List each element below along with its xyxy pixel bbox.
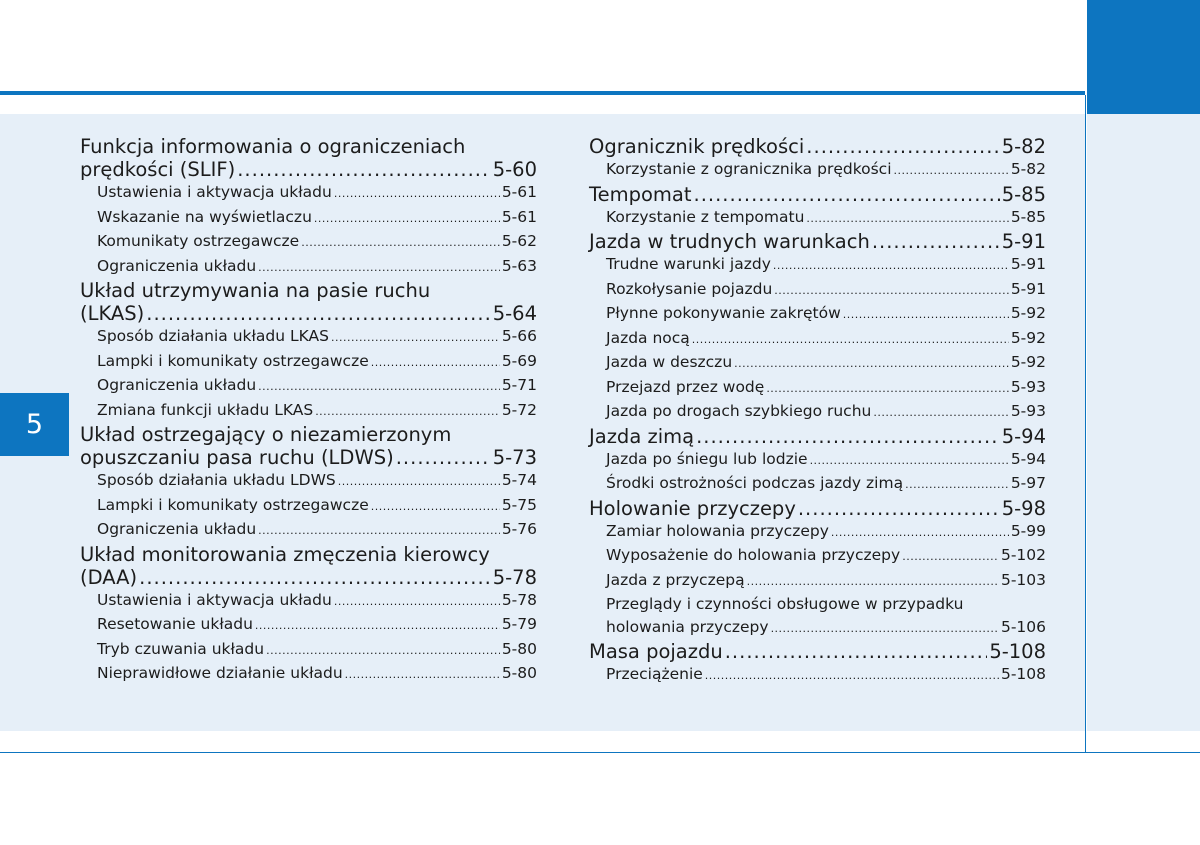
toc-subentry[interactable]: Jazda nocą ..... 5-92: [589, 327, 1046, 352]
toc-heading-ldws-line1[interactable]: Układ ostrzegający o niezamierzonym: [80, 423, 452, 446]
toc-subentry[interactable]: Lampki i komunikaty ostrzegawcze ..... 5-75: [80, 494, 537, 519]
toc-heading[interactable]: Jazda zimą ..... 5-94: [589, 425, 1046, 448]
toc-right-column: [589, 135, 1046, 688]
dot-leader: [766, 378, 1009, 401]
dot-leader: [843, 304, 1009, 327]
dot-leader: [747, 571, 999, 594]
dot-leader: [258, 376, 500, 399]
dot-leader: [301, 232, 500, 255]
toc-subentry[interactable]: Przejazd przez wodę ..... 5-93: [589, 376, 1046, 401]
dot-leader: [338, 471, 500, 494]
dot-leader: [831, 522, 1009, 545]
toc-heading-lkas[interactable]: (LKAS) ..... 5-64: [80, 302, 537, 325]
dot-leader: [146, 302, 490, 325]
dot-leader: [905, 474, 1009, 497]
toc-heading[interactable]: Holowanie przyczepy ..... 5-98: [589, 497, 1046, 520]
toc-heading[interactable]: Ogranicznik prędkości ..... 5-82: [589, 135, 1046, 158]
dot-leader: [734, 353, 1009, 376]
toc-subentry[interactable]: Ograniczenia układu ..... 5-76: [80, 518, 537, 543]
dot-leader: [705, 665, 999, 688]
toc-subentry[interactable]: Zmiana funkcji układu LKAS ..... 5-72: [80, 399, 537, 424]
dot-leader: [258, 257, 500, 280]
toc-subentry[interactable]: Wskazanie na wyświetlaczu ..... 5-61: [80, 206, 537, 231]
toc-subentry[interactable]: Ustawienia i aktywacja układu ..... 5-61: [80, 181, 537, 206]
dot-leader: [872, 230, 1000, 253]
dot-leader: [902, 546, 999, 569]
corner-accent-block: [1087, 0, 1200, 114]
toc-subentry[interactable]: Środki ostrożności podczas jazdy zimą ..... 5-97: [589, 472, 1046, 497]
dot-leader: [873, 402, 1008, 425]
toc-subentry[interactable]: Sposób działania układu LKAS ..... 5-66: [80, 325, 537, 350]
dot-leader: [255, 615, 500, 638]
dot-leader: [774, 280, 1009, 303]
toc-subentry[interactable]: Komunikaty ostrzegawcze ..... 5-62: [80, 230, 537, 255]
toc-subentry[interactable]: Korzystanie z ogranicznika prędkości ..... 5-82: [589, 158, 1046, 183]
chapter-tab[interactable]: [0, 393, 69, 456]
toc-subentry[interactable]: Wyposażenie do holowania przyczepy ..... 5-102: [589, 544, 1046, 569]
toc-heading-slif[interactable]: prędkości (SLIF) ..... 5-60: [80, 158, 537, 181]
toc-subentry[interactable]: Tryb czuwania układu ..... 5-80: [80, 638, 537, 663]
toc-heading-daa[interactable]: (DAA) ..... 5-78: [80, 566, 537, 589]
dot-leader: [894, 160, 1009, 183]
dot-leader: [334, 183, 500, 206]
top-accent-line: [0, 91, 1085, 95]
dot-leader: [696, 425, 1000, 448]
dot-leader: [371, 352, 500, 375]
margin-divider: [1085, 95, 1086, 753]
toc-heading-ldws[interactable]: opuszczaniu pasa ruchu (LDWS) ..... 5-73: [80, 446, 537, 469]
dot-leader: [396, 446, 491, 469]
dot-leader: [266, 640, 500, 663]
dot-leader: [371, 496, 500, 519]
toc-subentry[interactable]: Jazda po śniegu lub lodzie ..... 5-94: [589, 448, 1046, 473]
toc-heading-lkas-line1[interactable]: Układ utrzymywania na pasie ruchu: [80, 279, 431, 302]
toc-subentry[interactable]: Jazda w deszczu ..... 5-92: [589, 351, 1046, 376]
toc-subentry-line1[interactable]: Przeglądy i czynności obsługowe w przypadku: [606, 595, 964, 613]
toc-subentry[interactable]: Nieprawidłowe działanie układu ..... 5-80: [80, 662, 537, 687]
toc-subentry[interactable]: Jazda z przyczepą ..... 5-103: [589, 569, 1046, 594]
toc-subentry[interactable]: Lampki i komunikaty ostrzegawcze ..... 5-69: [80, 350, 537, 375]
dot-leader: [806, 208, 1008, 231]
toc-heading[interactable]: Tempomat ..... 5-85: [589, 183, 1046, 206]
dot-leader: [334, 591, 500, 614]
toc-subentry[interactable]: Jazda po drogach szybkiego ruchu ..... 5-93: [589, 400, 1046, 425]
dot-leader: [315, 401, 500, 424]
toc-subentry[interactable]: Korzystanie z tempomatu ..... 5-85: [589, 206, 1046, 231]
margin-panel: [1087, 114, 1200, 731]
toc-heading-daa-line1[interactable]: Układ monitorowania zmęczenia kierowcy: [80, 542, 490, 566]
toc-heading-slif-line1[interactable]: Funkcja informowania o ograniczeniach: [80, 135, 466, 158]
dot-leader: [694, 183, 1000, 206]
toc-subentry[interactable]: Sposób działania układu LDWS ..... 5-74: [80, 469, 537, 494]
dot-leader: [314, 208, 500, 231]
toc-heading[interactable]: Jazda w trudnych warunkach ..... 5-91: [589, 230, 1046, 253]
dot-leader: [773, 255, 1009, 278]
toc-subentry[interactable]: Ograniczenia układu ..... 5-63: [80, 255, 537, 280]
toc-subentry[interactable]: Ograniczenia układu ..... 5-71: [80, 374, 537, 399]
dot-leader: [139, 566, 491, 589]
dot-leader: [345, 664, 500, 687]
toc-heading[interactable]: Masa pojazdu ..... 5-108: [589, 640, 1046, 663]
dot-leader: [331, 327, 500, 350]
dot-leader: [806, 135, 999, 158]
dot-leader: [771, 618, 999, 641]
toc-subentry[interactable]: Rozkołysanie pojazdu ..... 5-91: [589, 278, 1046, 303]
dot-leader: [810, 450, 1009, 473]
toc-subentry[interactable]: Resetowanie układu ..... 5-79: [80, 613, 537, 638]
toc-left-column: [80, 135, 537, 687]
toc-subentry[interactable]: Przeciążenie ..... 5-108: [589, 663, 1046, 688]
toc-subentry[interactable]: holowania przyczepy ..... 5-106: [589, 616, 1046, 641]
dot-leader: [237, 158, 491, 181]
toc-subentry[interactable]: Ustawienia i aktywacja układu ..... 5-78: [80, 589, 537, 614]
chapter-number: 5: [25, 409, 44, 440]
toc-subentry[interactable]: Zamiar holowania przyczepy ..... 5-99: [589, 520, 1046, 545]
bottom-rule: [0, 752, 1200, 753]
dot-leader: [258, 520, 500, 543]
toc-subentry[interactable]: Trudne warunki jazdy ..... 5-91: [589, 253, 1046, 278]
dot-leader: [725, 640, 988, 663]
toc-subentry[interactable]: Płynne pokonywanie zakrętów ..... 5-92: [589, 302, 1046, 327]
dot-leader: [798, 497, 1000, 520]
dot-leader: [692, 329, 1009, 352]
